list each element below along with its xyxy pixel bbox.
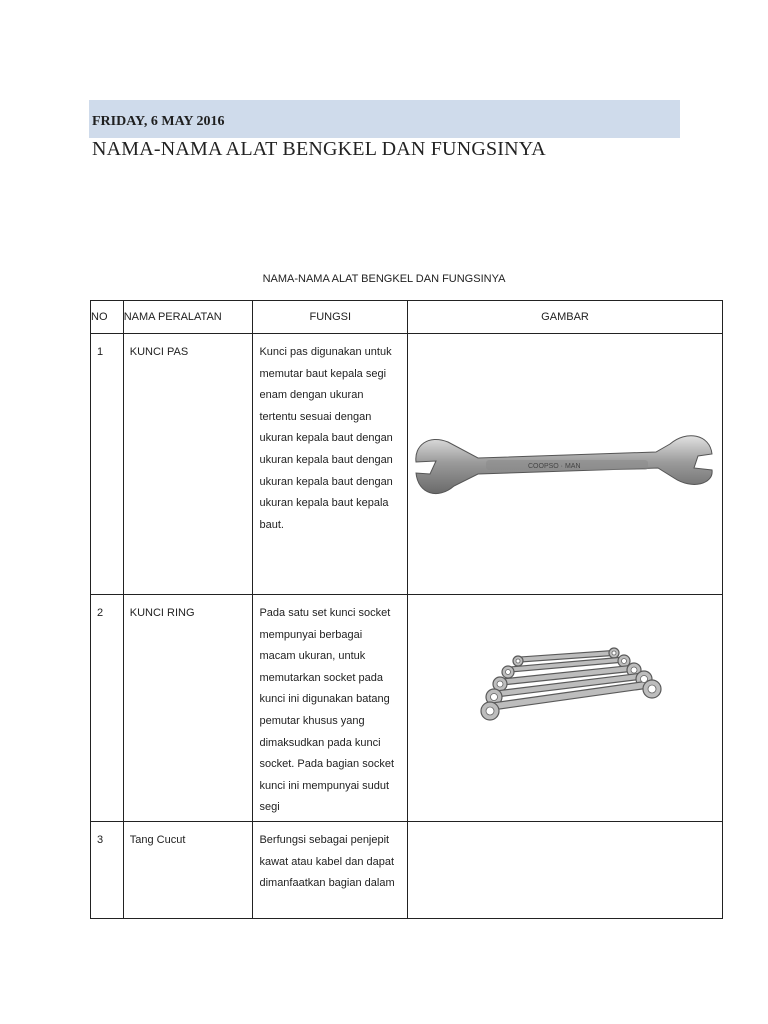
tool-name: KUNCI PAS <box>129 346 189 358</box>
table-header-row <box>91 301 723 334</box>
svg-text:COOPSO · MAN: COOPSO · MAN <box>528 463 581 470</box>
column-header-name: NAMA PERALATAN <box>123 301 253 334</box>
tool-function: Pada satu set kunci socket mempunyai berbagai macam ukuran, untuk memutarkan socket pada kunci ini digunakan batang pemutar khusus yang dimaksudkan pada kunci socket. Pada bagian socket kunci ini mempunyai sudut segi <box>259 607 394 814</box>
open-end-wrench-image <box>408 334 720 592</box>
table-row <box>91 595 723 822</box>
post-title: NAMA-NAMA ALAT BENGKEL DAN FUNGSINYA <box>92 138 546 160</box>
tool-function: Kunci pas digunakan untuk memutar baut kepala segi enam dengan ukuran tertentu sesuai dengan ukuran kepala baut dengan ukuran kepala baut dengan ukuran kepala baut dengan ukuran kepala baut kepala baut. <box>259 346 393 531</box>
post-date: FRIDAY, 6 MAY 2016 <box>92 114 225 129</box>
table-caption: NAMA-NAMA ALAT BENGKEL DAN FUNGSINYA <box>262 273 506 285</box>
row-number: 1 <box>97 346 104 358</box>
column-header-function: FUNGSI <box>253 301 408 334</box>
ring-wrench-set-image <box>408 595 720 819</box>
column-header-no: NO <box>91 301 124 334</box>
column-header-image: GAMBAR <box>408 301 723 334</box>
tool-name: Tang Cucut <box>129 834 186 846</box>
date-header-bar <box>89 100 680 138</box>
table-row <box>91 822 723 919</box>
row-number: 3 <box>97 834 104 846</box>
tools-table <box>90 300 723 919</box>
tool-name: KUNCI RING <box>129 607 195 619</box>
empty-image-cell <box>408 822 723 919</box>
table-row <box>91 334 723 595</box>
tool-function: Berfungsi sebagai penjepit kawat atau kabel dan dapat dimanfaatkan bagian dalam <box>259 834 395 890</box>
row-number: 2 <box>97 607 104 619</box>
